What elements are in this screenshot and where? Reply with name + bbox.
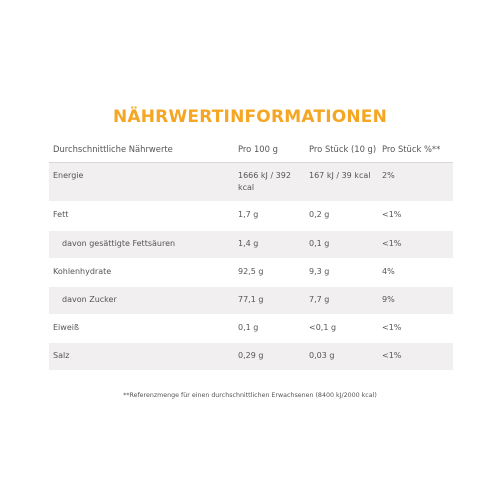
row-percent: <1% [382, 210, 402, 219]
row-per-piece: 9,3 g [309, 267, 330, 276]
table-row-energy [49, 163, 453, 202]
table-row-saturated-fat [49, 231, 453, 259]
row-per-piece: 0,2 g [309, 210, 330, 219]
row-per-piece: 0,1 g [309, 239, 330, 248]
row-percent: 2% [382, 171, 395, 180]
row-per-piece: <0,1 g [309, 323, 337, 332]
row-per-piece: 7,7 g [309, 295, 330, 304]
table-row-carbohydrates [49, 259, 453, 287]
nutrition-table [49, 136, 453, 371]
row-percent: 4% [382, 267, 395, 276]
table-row-salt [49, 343, 453, 371]
row-percent: <1% [382, 239, 402, 248]
row-per-100g: 1666 kJ / 392 kcal [238, 171, 291, 192]
row-per-100g: 77,1 g [238, 295, 264, 304]
row-per-100g: 92,5 g [238, 267, 264, 276]
row-percent: <1% [382, 323, 402, 332]
table-row-sugar [49, 287, 453, 315]
row-per-100g: 1,7 g [238, 210, 259, 219]
header-per-100g: Pro 100 g [238, 144, 278, 154]
row-label: Kohlenhydrate [53, 267, 112, 276]
row-per-100g: 1,4 g [238, 239, 259, 248]
row-label: Energie [53, 171, 84, 180]
row-percent: 9% [382, 295, 395, 304]
row-per-piece: 167 kJ / 39 kcal [309, 171, 371, 180]
table-row-protein [49, 315, 453, 343]
table-header-row [49, 136, 453, 163]
row-label: Salz [53, 351, 70, 360]
row-label: Eiweiß [53, 323, 80, 332]
footnote: **Referenzmenge für einen durchschnittlichen Erwachsenen (8400 kJ/2000 kcal) [123, 392, 377, 399]
table-row-fat [49, 202, 453, 231]
page-title: NÄHRWERTINFORMATIONEN [112, 107, 388, 127]
row-label: davon gesättigte Fettsäuren [62, 239, 176, 248]
header-nutrient: Durchschnittliche Nährwerte [53, 144, 173, 154]
row-percent: <1% [382, 351, 402, 360]
row-per-100g: 0,29 g [238, 351, 264, 360]
row-label: Fett [53, 210, 69, 219]
row-per-100g: 0,1 g [238, 323, 259, 332]
row-per-piece: 0,03 g [309, 351, 335, 360]
header-per-piece-percent: Pro Stück %** [382, 144, 441, 154]
header-per-piece: Pro Stück (10 g) [309, 144, 377, 154]
row-label: davon Zucker [62, 295, 117, 304]
